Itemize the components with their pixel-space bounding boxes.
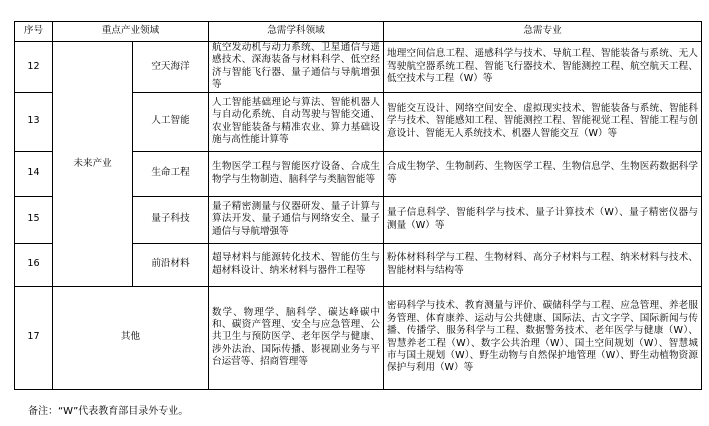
disciplines-cell: 量子精密测量与仪器研发、量子计算与算法开发、量子通信与网络安全、量子通信与导航增强等	[209, 196, 384, 243]
industry-name: 量子科技	[133, 196, 209, 243]
table-header-row	[15, 22, 702, 42]
disciplines-cell: 数学、物理学、脑科学、碳达峰碳中和、碳资产管理、安全与应急管理、公共卫生与预防医学、老年医学与健康、涉外法治、国际传播、影视剧业务与平台运营等、招商管理等	[209, 286, 384, 389]
row-number: 16	[15, 243, 53, 286]
majors-cell: 合成生物学、生物制药、生物医学工程、生物信息学、生物医药数据科学等	[384, 151, 702, 196]
row-number: 17	[15, 286, 53, 389]
disciplines-cell: 超导材料与能源转化技术、智能仿生与超材料设计、纳米材料与器件工程等	[209, 243, 384, 286]
header-disciplines: 急需学科领域	[209, 22, 384, 42]
row-number: 13	[15, 92, 53, 151]
majors-cell: 密码科学与技术、教育测量与评价、碳储科学与工程、应急管理、养老服务管理、体育康养、运动与公共健康、国际法、古文字学、国际新闻与传播、传播学、服务科学与工程、数据警务技术、老年医学与健康（W）、智慧养老工程（W）、数字公共治理（W）、国土空间规划（W）、智慧城市与国土规划（W）、野生动物与自然保护地管理（W）、野生动植物资源保护与利用（W）等	[384, 286, 702, 389]
table-row	[15, 42, 702, 93]
disciplines-cell: 生物医学工程与智能医疗设备、合成生物学与生物制造、脑科学与类脑智能等	[209, 151, 384, 196]
industry-name-other: 其他	[53, 286, 209, 389]
majors-cell: 智能交互设计、网络空间安全、虚拟现实技术、智能装备与系统、智能科学与技术、智能感知工程、智能测控工程、智能视觉工程、智能工程与创意设计、智能无人系统技术、机器人智能交互（W）等	[384, 92, 702, 151]
row-number: 14	[15, 151, 53, 196]
row-number: 12	[15, 42, 53, 93]
disciplines-cell: 航空发动机与动力系统、卫星通信与遥感技术、深海装备与材料科学、低空经济与智能飞行器、量子通信与导航增强等	[209, 42, 384, 93]
table-row	[15, 286, 702, 389]
group-label-future-industry: 未来产业	[53, 42, 133, 287]
talent-demand-table	[14, 21, 702, 390]
row-number: 15	[15, 196, 53, 243]
majors-cell: 粉体材料科学与工程、生物材料、高分子材料与工程、纳米材料与技术、智能材料与结构等	[384, 243, 702, 286]
disciplines-cell: 人工智能基础理论与算法、智能机器人与自动化系统、自动驾驶与智能交通、农业智能装备与精准农业、算力基础设施与高性能计算等	[209, 92, 384, 151]
header-majors: 急需专业	[384, 22, 702, 42]
header-no: 序号	[15, 22, 53, 42]
industry-name: 生命工程	[133, 151, 209, 196]
industry-name: 人工智能	[133, 92, 209, 151]
majors-cell: 地理空间信息工程、遥感科学与技术、导航工程、智能装备与系统、无人驾驶航空器系统工程、智能飞行器技术、智能测控工程、航空航天工程、低空技术与工程（W）等	[384, 42, 702, 93]
majors-cell: 量子信息科学、智能科学与技术、量子计算技术（W）、量子精密仪器与测量（W）等	[384, 196, 702, 243]
footnote: 备注：“W”代表教育部目录外专业。	[28, 406, 189, 417]
industry-name: 前沿材料	[133, 243, 209, 286]
industry-name: 空天海洋	[133, 42, 209, 93]
header-industry: 重点产业领域	[53, 22, 209, 42]
